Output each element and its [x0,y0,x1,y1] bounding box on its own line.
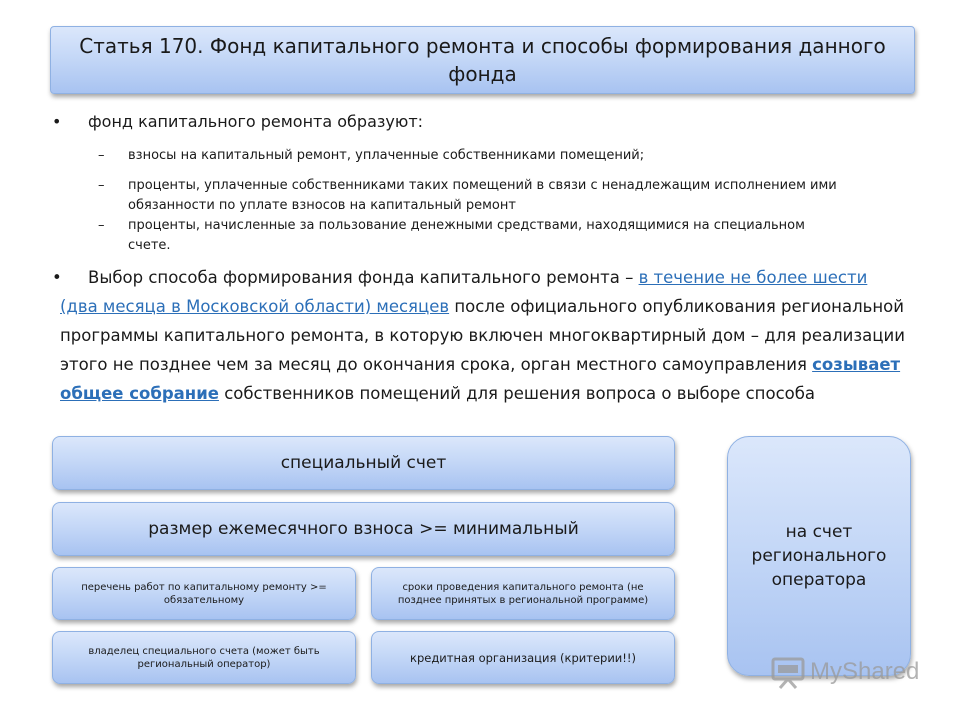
slide-title: Статья 170. Фонд капитального ремонта и способы формирования данного фонда [50,26,915,94]
bullet-text: фонд капитального ремонта образуют: [88,112,424,131]
option-regional-operator: на счет регионального оператора [727,436,911,676]
dash-marker: – [98,148,105,163]
method-choice-paragraph [60,263,910,408]
option-account-owner: владелец специального счета (может быть региональный оператор) [52,631,356,684]
option-credit-organization: кредитная организация (критерии!!) [371,631,675,684]
paragraph-text: после официального опубликования региональной программы капитального ремонта, в которую включен многоквартирный дом – для реализации этого не позднее чем за месяц до окончания срока, орган местного самоуправления [60,297,905,374]
dash-marker: – [98,178,105,193]
option-works-list: перечень работ по капитальному ремонту >= обязательному [52,567,356,620]
bullet-marker: • [52,112,62,131]
option-special-account: специальный счет [52,436,675,490]
option-monthly-fee: размер ежемесячного взноса >= минимальный [52,502,675,556]
watermark-text: MyShared [810,658,920,685]
dash-marker: – [98,218,105,233]
option-repair-dates: сроки проведения капитального ремонта (не позднее принятых в региональной программе) [371,567,675,620]
sub-item-account-interest: проценты, начисленные за пользование денежными средствами, находящимися на специальном счете. [128,218,805,253]
general-meeting-link[interactable]: созывает общее собрание [60,355,901,403]
sub-item-contributions: взносы на капитальный ремонт, уплаченные собственниками помещений; [128,148,645,163]
bullet-marker: • [52,268,62,287]
presentation-icon [770,655,806,689]
watermark [770,655,919,689]
sub-item-penalty-interest: проценты, уплаченные собственниками таких помещений в связи с ненадлежащим исполнением ими обязанности по уплате взносов на капитальный ремонт [128,178,837,213]
paragraph-text: собственников помещений для решения вопроса о выборе способа [218,384,816,403]
paragraph-text: Выбор способа формирования фонда капитального ремонта – [88,268,639,287]
deadline-link[interactable]: в течение не более шести (два месяца в Московской области) месяцев [60,268,868,316]
